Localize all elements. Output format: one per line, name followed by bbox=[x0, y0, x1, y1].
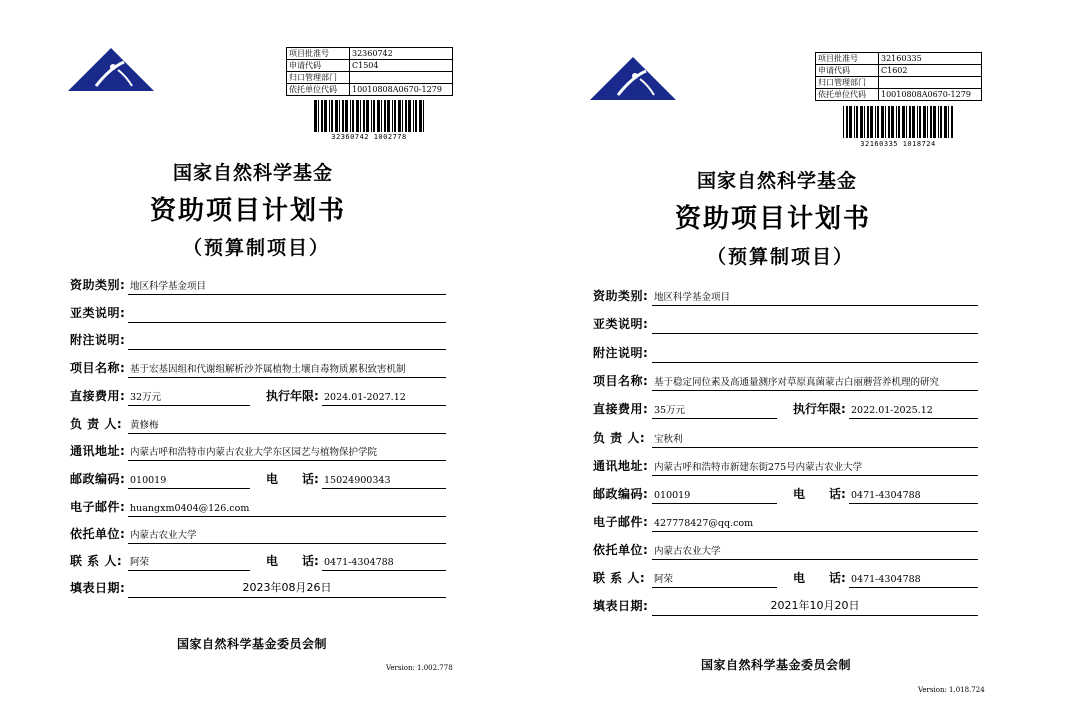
field-address bbox=[593, 456, 978, 476]
field-contact bbox=[70, 551, 446, 571]
version-label: Version: 1.002.778 bbox=[386, 664, 453, 672]
nsfc-logo bbox=[66, 46, 156, 92]
document-page-right bbox=[540, 0, 1080, 716]
field-date bbox=[593, 596, 978, 616]
code-key: 归口管理部门 bbox=[816, 77, 879, 89]
field-label: 邮政编码: bbox=[70, 472, 126, 486]
field-label: 附注说明: bbox=[70, 333, 126, 347]
field-label: 电 话: bbox=[793, 487, 846, 501]
title-budget-type: （预算制项目） bbox=[183, 237, 331, 259]
field-leader bbox=[70, 414, 446, 434]
field-label: 电 话: bbox=[266, 472, 319, 486]
code-value: C1602 bbox=[879, 65, 982, 77]
field-value: 2024.01-2027.12 bbox=[324, 392, 406, 403]
code-value: 32160335 bbox=[879, 53, 982, 65]
field-value: 2022.01-2025.12 bbox=[851, 405, 933, 416]
field-project-name bbox=[593, 371, 978, 391]
field-label: 项目名称: bbox=[593, 374, 649, 388]
field-label: 电子邮件: bbox=[70, 500, 126, 514]
code-value: 32360742 bbox=[350, 48, 453, 60]
field-note bbox=[593, 343, 978, 363]
field-label: 填表日期: bbox=[593, 599, 649, 613]
field-value: 阿荣 bbox=[130, 557, 150, 568]
barcode-number: 32360742 1002778 bbox=[331, 133, 407, 141]
field-project-name bbox=[70, 358, 446, 378]
field-value: 内蒙古农业大学 bbox=[130, 530, 197, 541]
field-value: 427778427@qq.com bbox=[654, 518, 754, 529]
field-label: 执行年限: bbox=[266, 389, 319, 403]
field-label: 填表日期: bbox=[70, 581, 126, 595]
field-value: 0471-4304788 bbox=[851, 490, 921, 501]
field-value: 内蒙古农业大学 bbox=[654, 546, 721, 557]
field-email bbox=[593, 512, 978, 532]
field-label: 邮政编码: bbox=[593, 487, 649, 501]
issuer-footer: 国家自然科学基金委员会制 bbox=[701, 658, 852, 672]
field-label: 联 系 人: bbox=[593, 571, 646, 585]
code-key: 申请代码 bbox=[287, 60, 350, 72]
field-address bbox=[70, 441, 446, 461]
title-foundation: 国家自然科学基金 bbox=[173, 162, 334, 184]
code-table bbox=[286, 47, 453, 96]
field-value: 地区科学基金项目 bbox=[654, 292, 731, 303]
field-label: 电 话: bbox=[793, 571, 846, 585]
title-foundation: 国家自然科学基金 bbox=[697, 170, 858, 192]
field-label: 执行年限: bbox=[793, 402, 846, 416]
field-label: 电 话: bbox=[266, 554, 319, 568]
field-label: 亚类说明: bbox=[593, 317, 649, 331]
field-label: 附注说明: bbox=[593, 346, 649, 360]
code-key: 项目批准号 bbox=[816, 53, 879, 65]
field-value: 黄修梅 bbox=[130, 420, 159, 431]
field-value: 地区科学基金项目 bbox=[130, 281, 207, 292]
field-postcode bbox=[70, 469, 446, 489]
field-value: 基于稳定同位素及高通量测序对草原真菌蒙古白丽蘑营养机理的研究 bbox=[654, 377, 940, 388]
code-key: 项目批准号 bbox=[287, 48, 350, 60]
field-value: 15024900343 bbox=[324, 475, 391, 486]
field-value: 010019 bbox=[130, 475, 167, 486]
title-budget-type: （预算制项目） bbox=[707, 246, 855, 268]
field-value: 35万元 bbox=[654, 405, 686, 416]
field-label: 项目名称: bbox=[70, 361, 126, 375]
field-value: 0471-4304788 bbox=[324, 557, 394, 568]
field-leader bbox=[593, 428, 978, 448]
field-value: 010019 bbox=[654, 490, 691, 501]
field-category bbox=[70, 275, 446, 295]
field-value: 内蒙古呼和浩特市内蒙古农业大学东区园艺与植物保护学院 bbox=[130, 447, 378, 458]
field-unit bbox=[70, 524, 446, 544]
field-label: 通讯地址: bbox=[70, 444, 126, 458]
field-date bbox=[70, 578, 446, 598]
code-key: 归口管理部门 bbox=[287, 72, 350, 84]
code-value: C1504 bbox=[350, 60, 453, 72]
field-postcode bbox=[593, 484, 978, 504]
field-value: 2021年10月20日 bbox=[770, 599, 860, 612]
code-value: 10010808A0670-1279 bbox=[350, 84, 453, 96]
field-label: 负 责 人: bbox=[70, 417, 123, 431]
field-value: 基于宏基因组和代谢组解析沙芥属植物土壤自毒物质累积致害机制 bbox=[130, 364, 406, 375]
code-key: 申请代码 bbox=[816, 65, 879, 77]
field-label: 依托单位: bbox=[70, 527, 126, 541]
field-value: huangxm0404@126.com bbox=[130, 503, 250, 514]
field-label: 通讯地址: bbox=[593, 459, 649, 473]
code-value bbox=[350, 72, 453, 84]
code-value bbox=[879, 77, 982, 89]
field-value: 2023年08月26日 bbox=[242, 581, 332, 594]
field-label: 负 责 人: bbox=[593, 431, 646, 445]
barcode-image bbox=[841, 106, 955, 138]
field-note bbox=[70, 330, 446, 350]
barcode-image bbox=[312, 100, 426, 132]
field-subcategory bbox=[70, 303, 446, 323]
barcode-number: 32160335 1018724 bbox=[860, 140, 936, 148]
field-unit bbox=[593, 540, 978, 560]
field-label: 依托单位: bbox=[593, 543, 649, 557]
nsfc-logo bbox=[588, 55, 678, 101]
version-label: Version: 1.018.724 bbox=[918, 686, 985, 694]
field-value: 32万元 bbox=[130, 392, 162, 403]
code-value: 10010808A0670-1279 bbox=[879, 89, 982, 101]
field-value: 阿荣 bbox=[654, 574, 674, 585]
field-contact bbox=[593, 568, 978, 588]
field-label: 直接费用: bbox=[593, 402, 649, 416]
field-cost bbox=[70, 386, 446, 406]
field-label: 资助类别: bbox=[70, 278, 126, 292]
field-label: 直接费用: bbox=[70, 389, 126, 403]
field-label: 电子邮件: bbox=[593, 515, 649, 529]
field-category bbox=[593, 286, 978, 306]
code-key: 依托单位代码 bbox=[816, 89, 879, 101]
field-label: 资助类别: bbox=[593, 289, 649, 303]
field-cost bbox=[593, 399, 978, 419]
title-plan: 资助项目计划书 bbox=[150, 196, 347, 226]
field-email bbox=[70, 497, 446, 517]
field-value: 宝秋利 bbox=[654, 434, 683, 445]
field-label: 联 系 人: bbox=[70, 554, 123, 568]
title-plan: 资助项目计划书 bbox=[675, 204, 872, 234]
field-value: 0471-4304788 bbox=[851, 574, 921, 585]
code-table bbox=[815, 52, 982, 101]
field-value: 内蒙古呼和浩特市新建东街275号内蒙古农业大学 bbox=[654, 462, 863, 473]
field-label: 亚类说明: bbox=[70, 306, 126, 320]
field-subcategory bbox=[593, 314, 978, 334]
code-key: 依托单位代码 bbox=[287, 84, 350, 96]
issuer-footer: 国家自然科学基金委员会制 bbox=[177, 637, 328, 651]
